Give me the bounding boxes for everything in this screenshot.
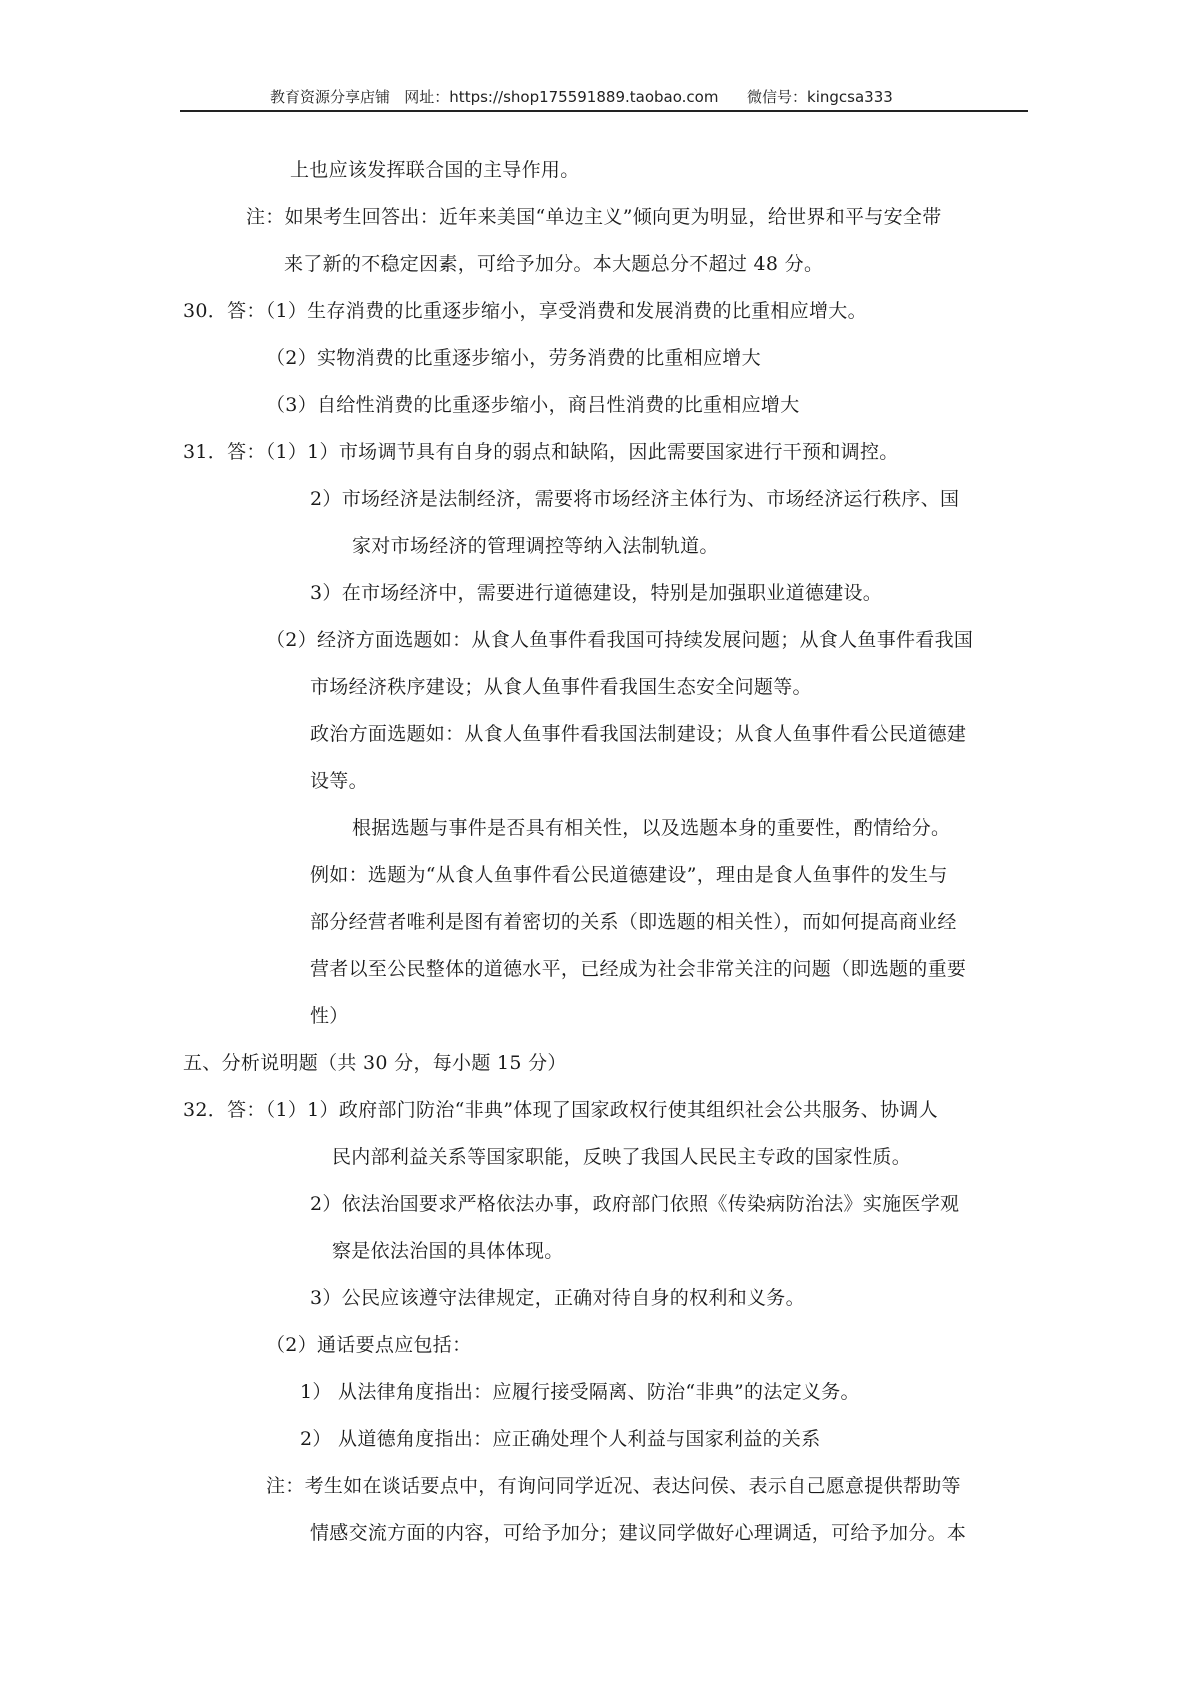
text-line: 注：考生如在谈话要点中，有询问同学近况、表达问侯、表示自己愿意提供帮助等 [266,1475,961,1497]
text-line: 部分经营者唯利是图有着密切的关系（即选题的相关性），而如何提高商业经 [310,911,957,933]
text-line: 政治方面选题如：从食人鱼事件看我国法制建设；从食人鱼事件看公民道德建 [310,723,967,745]
text-line: 根据选题与事件是否具有相关性，以及选题本身的重要性，酌情给分。 [352,817,951,839]
text-line: 例如：选题为“从食人鱼事件看公民道德建设”，理由是食人鱼事件的发生与 [310,864,948,886]
text-line: （2）通话要点应包括： [266,1334,472,1356]
text-line: 民内部利益关系等国家职能，反映了我国人民民主专政的国家性质。 [332,1146,912,1168]
text-line: 上也应该发挥联合国的主导作用。 [290,159,580,181]
text-line: 32．答：（1）1）政府部门防治“非典”体现了国家政权行使其组织社会公共服务、协调人 [183,1099,938,1121]
text-line: 营者以至公民整体的道德水平，已经成为社会非常关注的问题（即选题的重要 [310,958,967,980]
text-line: 2）依法治国要求严格依法办事，政府部门依照《传染病防治法》实施医学观 [310,1193,960,1215]
text-line: 2） 从道德角度指出：应正确处理个人利益与国家利益的关系 [300,1428,821,1450]
text-line: 31．答：（1）1）市场调节具有自身的弱点和缺陷，因此需要国家进行干预和调控。 [183,441,899,463]
text-line: 30．答：（1）生存消费的比重逐步缩小，享受消费和发展消费的比重相应增大。 [183,300,867,322]
text-line: 性） [310,1005,349,1027]
text-line: 3）在市场经济中，需要进行道德建设，特别是加强职业道德建设。 [310,582,883,604]
text-line: 来了新的不稳定因素，可给予加分。本大题总分不超过 48 分。 [284,253,824,275]
text-line: 2）市场经济是法制经济，需要将市场经济主体行为、市场经济运行秩序、国 [310,488,960,510]
text-line: 设等。 [310,770,368,792]
text-line: 市场经济秩序建设；从食人鱼事件看我国生态安全问题等。 [310,676,812,698]
text-line: （2）经济方面选题如：从食人鱼事件看我国可持续发展问题；从食人鱼事件看我国 [266,629,974,651]
text-line: 家对市场经济的管理调控等纳入法制轨道。 [352,535,719,557]
text-line: 3）公民应该遵守法律规定，正确对待自身的权利和义务。 [310,1287,805,1309]
header-rule [180,110,1028,112]
text-line: （3）自给性消费的比重逐步缩小，商吕性消费的比重相应增大 [266,394,800,416]
text-line: 1） 从法律角度指出：应履行接受隔离、防治“非典”的法定义务。 [300,1381,860,1403]
text-line: 情感交流方面的内容，可给予加分；建议同学做好心理调适，可给予加分。本 [310,1522,967,1544]
text-line: 察是依法治国的具体体现。 [332,1240,564,1262]
text-line: （2）实物消费的比重逐步缩小，劳务消费的比重相应增大 [266,347,761,369]
page-header: 教育资源分享店铺 网址：https://shop175591889.taobao.com 微信号：kingcsa333 [270,88,893,106]
text-line: 注：如果考生回答出：近年来美国“单边主义”倾向更为明显，给世界和平与安全带 [246,206,942,228]
section-heading: 五、分析说明题（共 30 分，每小题 15 分） [183,1052,567,1074]
